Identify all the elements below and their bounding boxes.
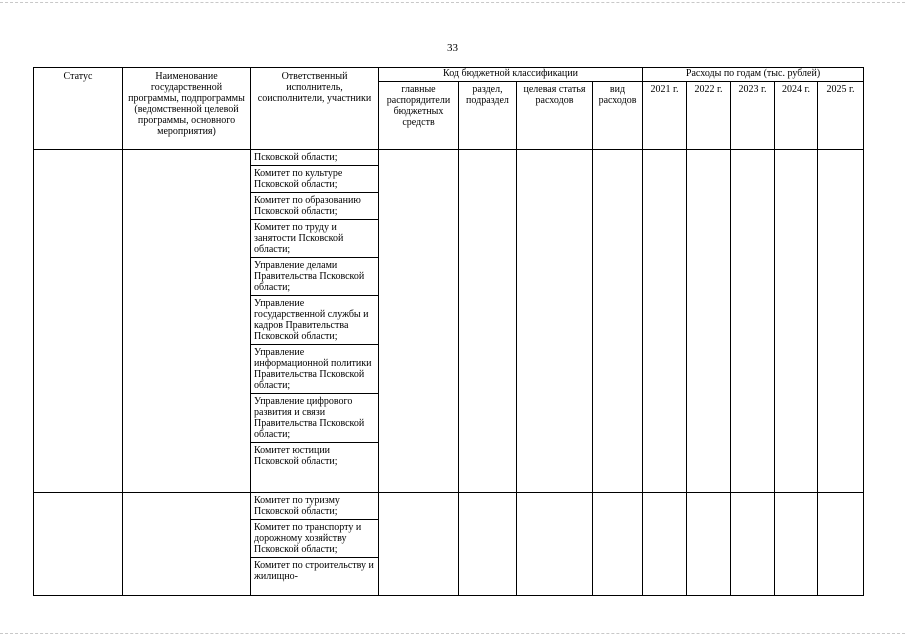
- header-expenses: Расходы по годам (тыс. рублей): [643, 68, 864, 82]
- expense-type-cell: [593, 150, 643, 493]
- header-chief-managers: главные распорядители бюджетных средств: [379, 82, 459, 150]
- participant-item: Комитет по транспорту и дорожному хозяйству Псковской области;: [251, 520, 378, 558]
- header-year-2022: 2022 г.: [687, 82, 731, 150]
- participant-item: Комитет по строительству и жилищно-: [254, 560, 374, 582]
- year-2022-cell: [687, 493, 731, 596]
- year-2025-cell: [818, 150, 864, 493]
- year-2025-cell: [818, 493, 864, 596]
- status-cell: [34, 150, 123, 493]
- participant-item: Комитет по туризму Псковской области;: [251, 493, 378, 520]
- year-2021-cell: [643, 150, 687, 493]
- responsible-cell: [251, 150, 379, 493]
- responsible-cell: [251, 493, 379, 596]
- participant-item: Управление государственной службы и кадров Правительства Псковской области;: [251, 296, 378, 345]
- year-2024-cell: [775, 150, 818, 493]
- year-2021-cell: [643, 493, 687, 596]
- year-2023-cell: [731, 493, 775, 596]
- budget-table: [33, 67, 864, 596]
- header-responsible: Ответственный исполнитель, соисполнители, участники: [251, 68, 379, 150]
- chief-managers-cell: [379, 493, 459, 596]
- year-2022-cell: [687, 150, 731, 493]
- program-name-cell: [123, 493, 251, 596]
- participant-item: Управление цифрового развития и связи Правительства Псковской области;: [251, 394, 378, 443]
- header-budget-code: Код бюджетной классификации: [379, 68, 643, 82]
- year-2023-cell: [731, 150, 775, 493]
- header-status: Статус: [34, 68, 123, 150]
- header-year-2023: 2023 г.: [731, 82, 775, 150]
- participant-item: Комитет по образованию Псковской области;: [251, 193, 378, 220]
- participant-item: Управление делами Правительства Псковской области;: [251, 258, 378, 296]
- status-cell: [34, 493, 123, 596]
- table-row: [34, 150, 864, 493]
- expense-type-cell: [593, 493, 643, 596]
- header-target-article: целевая статья расходов: [517, 82, 593, 150]
- table-row: [34, 493, 864, 596]
- section-cell: [459, 150, 517, 493]
- year-2024-cell: [775, 493, 818, 596]
- header-year-2025: 2025 г.: [818, 82, 864, 150]
- header-year-2024: 2024 г.: [775, 82, 818, 150]
- target-article-cell: [517, 150, 593, 493]
- participant-item: Псковской области;: [251, 150, 378, 166]
- scan-artifact-bottom: [0, 633, 905, 634]
- page-number: 33: [447, 42, 458, 54]
- chief-managers-cell: [379, 150, 459, 493]
- header-year-2021: 2021 г.: [643, 82, 687, 150]
- participant-item: Комитет по труду и занятости Псковской области;: [251, 220, 378, 258]
- scan-artifact-top: [0, 2, 905, 3]
- header-program-name: Наименование государственной программы, подпрограммы (ведомственной целевой программы, основного мероприятия): [123, 68, 251, 150]
- section-cell: [459, 493, 517, 596]
- participant-item: Управление информационной политики Правительства Псковской области;: [251, 345, 378, 394]
- program-name-cell: [123, 150, 251, 493]
- target-article-cell: [517, 493, 593, 596]
- participant-item: Комитет по культуре Псковской области;: [251, 166, 378, 193]
- header-section: раздел, подраздел: [459, 82, 517, 150]
- header-expense-type: вид расходов: [593, 82, 643, 150]
- participant-item: Комитет юстиции Псковской области;: [254, 445, 338, 467]
